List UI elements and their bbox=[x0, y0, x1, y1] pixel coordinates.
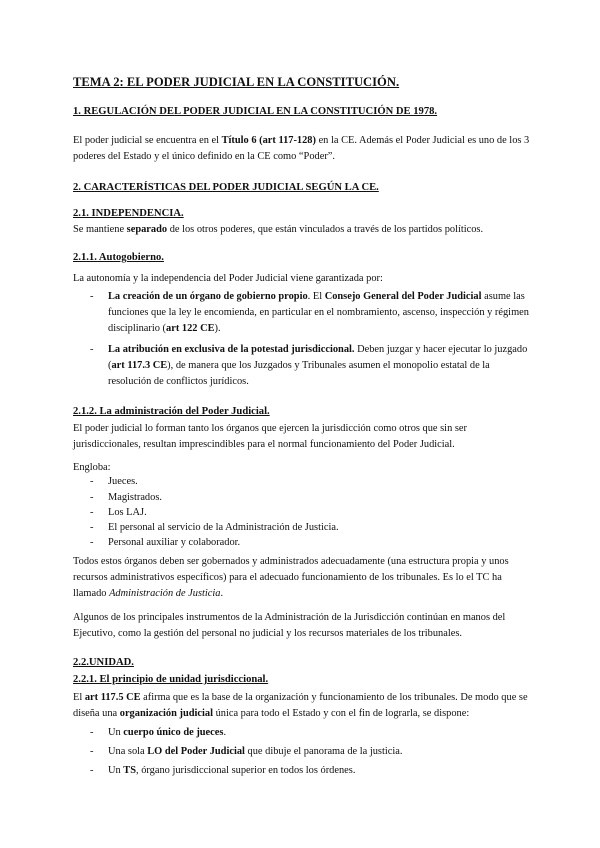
section-2-1-2-paragraph: El poder judicial lo forman tanto los órganos que ejercen la jurisdicción como otros que sin ser jurisdiccionales, resultan imprescindibles para el normal funcionamiento del Poder Judicial. bbox=[73, 423, 467, 450]
section-2-1-heading: 2.1. INDEPENDENCIA. bbox=[73, 208, 184, 219]
section-2-heading: 2. CARACTERÍSTICAS DEL PODER JUDICIAL SEGÚN LA CE. bbox=[73, 182, 379, 193]
list-item: - Un TS, órgano jurisdiccional superior en todos los órdenes. bbox=[90, 763, 530, 779]
list-item: - La atribución en exclusiva de la potestad jurisdiccional. Deben juzgar y hacer ejecutar lo juzgado (art 117.3 CE), de manera que los Juzgados y Tribunales asumen el monopolio estatal de la resolución de conflictos jurídicos. bbox=[90, 344, 528, 387]
section-2-2-1-paragraph: El art 117.5 CE afirma que es la base de la organización y funcionamiento de los tribunales. De modo que se diseña una organización judicial única para todo el Estado y con el fin de lograrla, se dispone: bbox=[73, 692, 528, 719]
section-2-1-2-paragraph-3: Algunos de los principales instrumentos de la Administración de la Jurisdicción continúan en manos del Ejecutivo, como la gestión del personal no judicial y los recursos materiales de los tribunales. bbox=[73, 612, 506, 639]
section-2-1-2-heading: 2.1.2. La administración del Poder Judicial. bbox=[73, 406, 270, 417]
list-dash: - bbox=[90, 492, 94, 503]
list-item: - Una sola LO del Poder Judicial que dibuje el panorama de la justicia. bbox=[90, 744, 530, 760]
list-dash: - bbox=[90, 476, 94, 487]
section-1-heading: 1. REGULACIÓN DEL PODER JUDICIAL EN LA CONSTITUCIÓN DE 1978. bbox=[73, 106, 438, 117]
section-2-1-1-intro: La autonomía y la independencia del Poder Judicial viene garantizada por: bbox=[73, 273, 383, 284]
section-1-paragraph: El poder judicial se encuentra en el Título 6 (art 117-128) en la CE. Además el Poder Judicial es uno de los 3 poderes del Estado y el único definido en la CE como “Poder”. bbox=[73, 135, 530, 162]
section-2-2-1-heading: 2.2.1. El principio de unidad jurisdiccional. bbox=[73, 674, 269, 685]
list-dash: - bbox=[90, 727, 94, 738]
list-dash: - bbox=[90, 344, 94, 355]
list-item: - Personal auxiliar y colaborador. bbox=[90, 535, 530, 551]
list-item: - Un cuerpo único de jueces. bbox=[90, 725, 530, 741]
section-2-2-heading: 2.2.UNIDAD. bbox=[73, 657, 134, 668]
engloba-label: Engloba: bbox=[73, 462, 111, 473]
list-dash: - bbox=[90, 537, 94, 548]
list-dash: - bbox=[90, 291, 94, 302]
list-dash: - bbox=[90, 522, 94, 533]
section-2-1-2-paragraph-2: Todos estos órganos deben ser gobernados y administrados adecuadamente (una estructura propia y unos recursos administrativos específicos) para el adecuado funcionamiento de los tribunales. Es lo el TC ha llamado Administración de Justicia. bbox=[73, 556, 509, 599]
list-item: - Los LAJ. bbox=[90, 505, 530, 521]
list-item: - Jueces. bbox=[90, 474, 530, 490]
list-dash: - bbox=[90, 507, 94, 518]
list-item: - Magistrados. bbox=[90, 490, 530, 506]
list-item: - La creación de un órgano de gobierno propio. El Consejo General del Poder Judicial asume las funciones que la ley le encomienda, en particular en el nombramiento, ascenso, inspección y régimen disciplinario (art 122 CE). bbox=[90, 291, 529, 334]
list-item: - El personal al servicio de la Administración de Justicia. bbox=[90, 520, 530, 536]
document-title: TEMA 2: EL PODER JUDICIAL EN LA CONSTITUCIÓN. bbox=[73, 75, 400, 89]
list-dash: - bbox=[90, 746, 94, 757]
section-2-1-paragraph: Se mantiene separado de los otros poderes, que están vinculados a través de los partidos políticos. bbox=[73, 224, 484, 235]
list-dash: - bbox=[90, 765, 94, 776]
section-2-1-1-heading: 2.1.1. Autogobierno. bbox=[73, 252, 164, 263]
